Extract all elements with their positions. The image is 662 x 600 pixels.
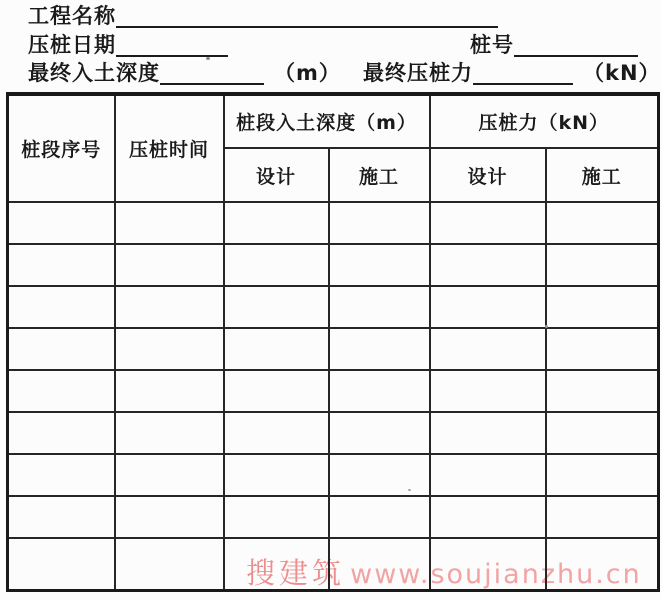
empty-cell — [8, 286, 115, 328]
press-date-line — [28, 33, 228, 57]
empty-cell — [329, 496, 430, 538]
empty-cell — [329, 244, 430, 286]
pile-no-label: 桩号 — [470, 33, 514, 57]
final-depth-unit: （m） — [274, 61, 341, 85]
watermark-site-name: 搜建筑 — [246, 556, 346, 590]
empty-cell — [430, 370, 546, 412]
table-row — [8, 496, 659, 538]
empty-cell — [8, 454, 115, 496]
final-force-unit: （kN） — [583, 61, 661, 85]
scan-speck — [206, 57, 210, 60]
depth-construction-header: 施工 — [329, 148, 430, 202]
table-row — [8, 202, 659, 244]
empty-cell — [224, 412, 329, 454]
table-row — [8, 244, 659, 286]
final-force-line — [363, 61, 661, 85]
empty-cell — [115, 454, 224, 496]
empty-cell — [430, 454, 546, 496]
empty-cell — [329, 286, 430, 328]
pile-record-table — [6, 92, 660, 592]
empty-cell — [430, 496, 546, 538]
empty-cell — [8, 244, 115, 286]
empty-cell — [115, 328, 224, 370]
final-depth-label: 最终入土深度 — [28, 61, 160, 85]
table-header — [8, 94, 659, 202]
empty-cell — [329, 202, 430, 244]
empty-cell — [115, 370, 224, 412]
project-name-blank — [116, 5, 498, 28]
empty-cell — [329, 328, 430, 370]
pile-no-blank — [514, 34, 638, 57]
table-row — [8, 412, 659, 454]
empty-cell — [329, 538, 430, 591]
empty-cell — [115, 496, 224, 538]
empty-cell — [546, 328, 659, 370]
project-name-label: 工程名称 — [28, 4, 116, 28]
empty-cell — [8, 538, 115, 591]
scan-speck — [408, 489, 411, 491]
empty-cell — [8, 370, 115, 412]
empty-cell — [224, 202, 329, 244]
empty-cell — [224, 370, 329, 412]
empty-cell — [430, 286, 546, 328]
empty-cell — [8, 328, 115, 370]
press-time-header: 压桩时间 — [115, 94, 224, 202]
empty-cell — [546, 454, 659, 496]
depth-design-header: 设计 — [224, 148, 329, 202]
empty-cell — [115, 538, 224, 591]
table-row — [8, 538, 659, 591]
empty-cell — [224, 244, 329, 286]
press-date-blank — [116, 34, 228, 57]
depth-group-header: 桩段入土深度（m） — [224, 94, 430, 148]
empty-cell — [8, 412, 115, 454]
empty-cell — [115, 286, 224, 328]
empty-cell — [546, 202, 659, 244]
press-date-label: 压桩日期 — [28, 33, 116, 57]
table-row — [8, 286, 659, 328]
project-name-line — [28, 4, 498, 28]
segment-no-header: 桩段序号 — [8, 94, 115, 202]
empty-cell — [115, 202, 224, 244]
table-row — [8, 328, 659, 370]
scan-speck — [545, 325, 548, 328]
empty-cell — [329, 454, 430, 496]
empty-cell — [224, 286, 329, 328]
empty-cell — [224, 538, 329, 591]
empty-cell — [224, 454, 329, 496]
final-depth-blank — [160, 62, 264, 85]
table-row — [8, 370, 659, 412]
final-force-label: 最终压桩力 — [363, 61, 473, 85]
empty-cell — [546, 370, 659, 412]
empty-cell — [546, 286, 659, 328]
empty-cell — [115, 412, 224, 454]
final-force-blank — [473, 62, 573, 85]
empty-cell — [430, 328, 546, 370]
pile-no-line — [470, 33, 638, 57]
empty-cell — [546, 412, 659, 454]
empty-cell — [430, 538, 546, 591]
empty-cell — [430, 244, 546, 286]
empty-cell — [224, 328, 329, 370]
force-group-header: 压桩力（kN） — [430, 94, 659, 148]
empty-cell — [430, 202, 546, 244]
empty-cell — [546, 244, 659, 286]
empty-cell — [329, 370, 430, 412]
empty-cell — [8, 496, 115, 538]
final-depth-line — [28, 61, 341, 85]
table-body — [8, 202, 659, 591]
empty-cell — [430, 412, 546, 454]
empty-cell — [224, 496, 329, 538]
empty-cell — [115, 244, 224, 286]
force-construction-header: 施工 — [546, 148, 659, 202]
empty-cell — [546, 496, 659, 538]
force-design-header: 设计 — [430, 148, 546, 202]
watermark-site-url: www.soujianzhu.cn — [350, 559, 642, 590]
empty-cell — [546, 538, 659, 591]
empty-cell — [8, 202, 115, 244]
empty-cell — [329, 412, 430, 454]
table-row — [8, 454, 659, 496]
